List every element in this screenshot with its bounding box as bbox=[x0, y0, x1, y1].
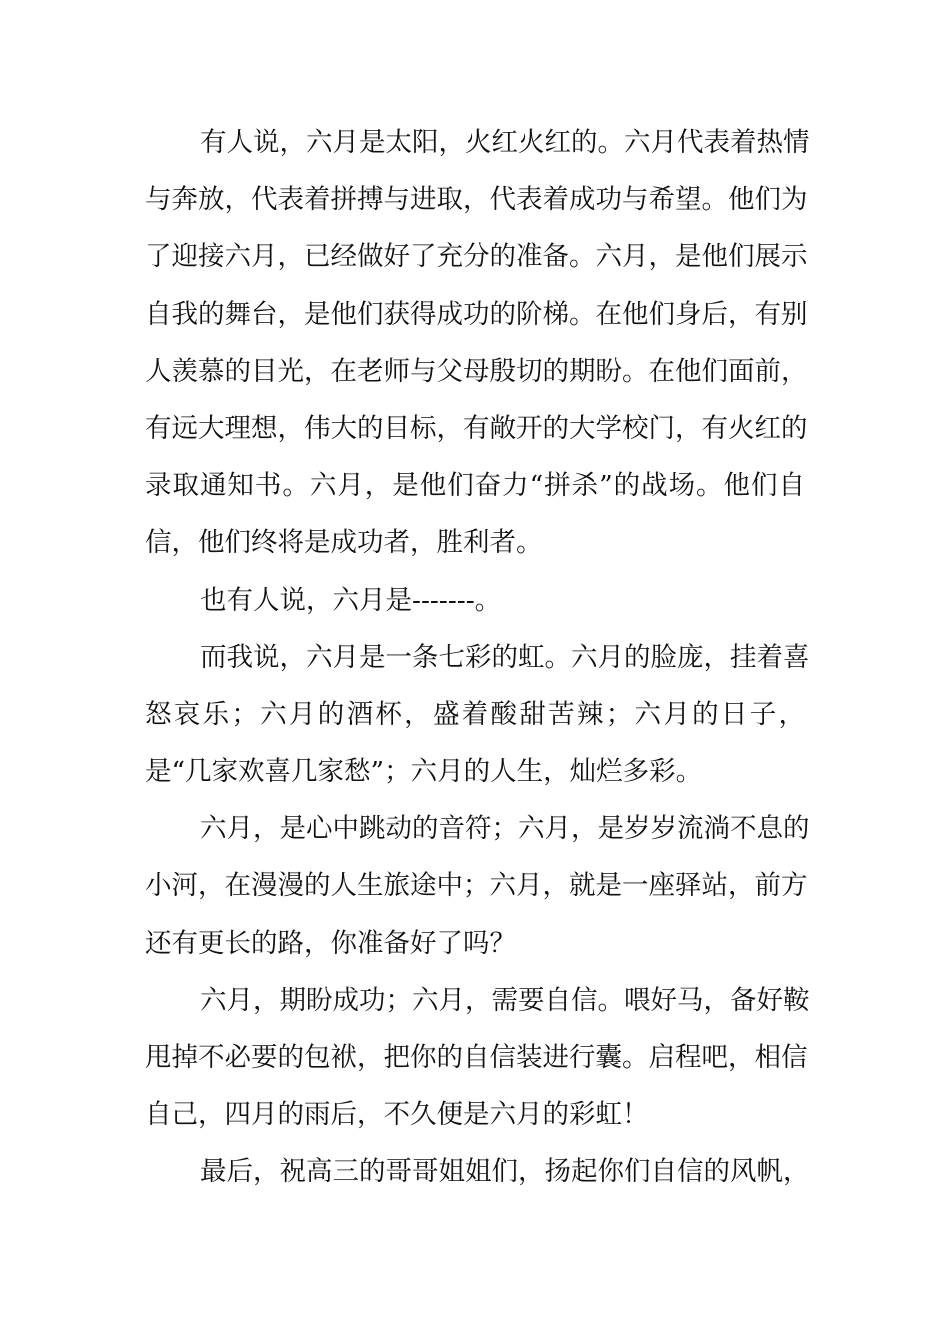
text-line: 小河，在漫漫的人生旅途中；六月，就是一座驿站，前方 bbox=[145, 870, 808, 902]
text-line: 也有人说，六月是-------。 bbox=[200, 584, 502, 616]
text-line: 了迎接六月，已经做好了充分的准备。六月，是他们展示 bbox=[145, 241, 808, 273]
paragraph bbox=[145, 1143, 810, 1200]
text-line: 六月，是心中跳动的音符；六月，是岁岁流淌不息的 bbox=[200, 813, 810, 845]
text-line: 有远大理想，伟大的目标，有敞开的大学校门，有火红的 bbox=[145, 412, 808, 444]
text-line: 自己，四月的雨后，不久便是六月的彩虹！ bbox=[145, 1099, 649, 1131]
paragraph bbox=[145, 800, 810, 972]
document-body bbox=[145, 114, 810, 1201]
text-line: 怒哀乐；六月的酒杯，盛着酸甜苦辣；六月的日子， bbox=[145, 698, 805, 730]
text-line: 有人说，六月是太阳，火红火红的。六月代表着热情 bbox=[200, 127, 810, 158]
text-line: 信，他们终将是成功者，胜利者。 bbox=[145, 527, 543, 559]
text-line: 甩掉不必要的包袱，把你的自信装进行囊。启程吧，相信 bbox=[145, 1042, 808, 1073]
paragraph bbox=[145, 114, 810, 572]
paragraph bbox=[145, 572, 805, 629]
text-line: 人羡慕的目光，在老师与父母殷切的期盼。在他们面前， bbox=[145, 355, 808, 387]
text-line: 与奔放，代表着拼搏与进取，代表着成功与希望。他们为 bbox=[145, 184, 808, 216]
paragraph bbox=[145, 629, 810, 801]
text-line: 最后，祝高三的哥哥姐姐们，扬起你们自信的风帆， bbox=[200, 1156, 810, 1188]
text-line: 是“几家欢喜几家愁”；六月的人生，灿烂多彩。 bbox=[145, 756, 703, 788]
paragraph bbox=[145, 972, 810, 1144]
text-line: 六月，期盼成功；六月，需要自信。喂好马，备好鞍 bbox=[200, 984, 810, 1016]
text-line: 而我说，六月是一条七彩的虹。六月的脸庞，挂着喜 bbox=[200, 641, 810, 673]
text-line: 还有更长的路，你准备好了吗？ bbox=[145, 927, 516, 959]
text-line: 录取通知书。六月，是他们奋力“拼杀”的战场。他们自 bbox=[145, 470, 805, 502]
text-line: 自我的舞台，是他们获得成功的阶梯。在他们身后，有别 bbox=[145, 298, 808, 330]
